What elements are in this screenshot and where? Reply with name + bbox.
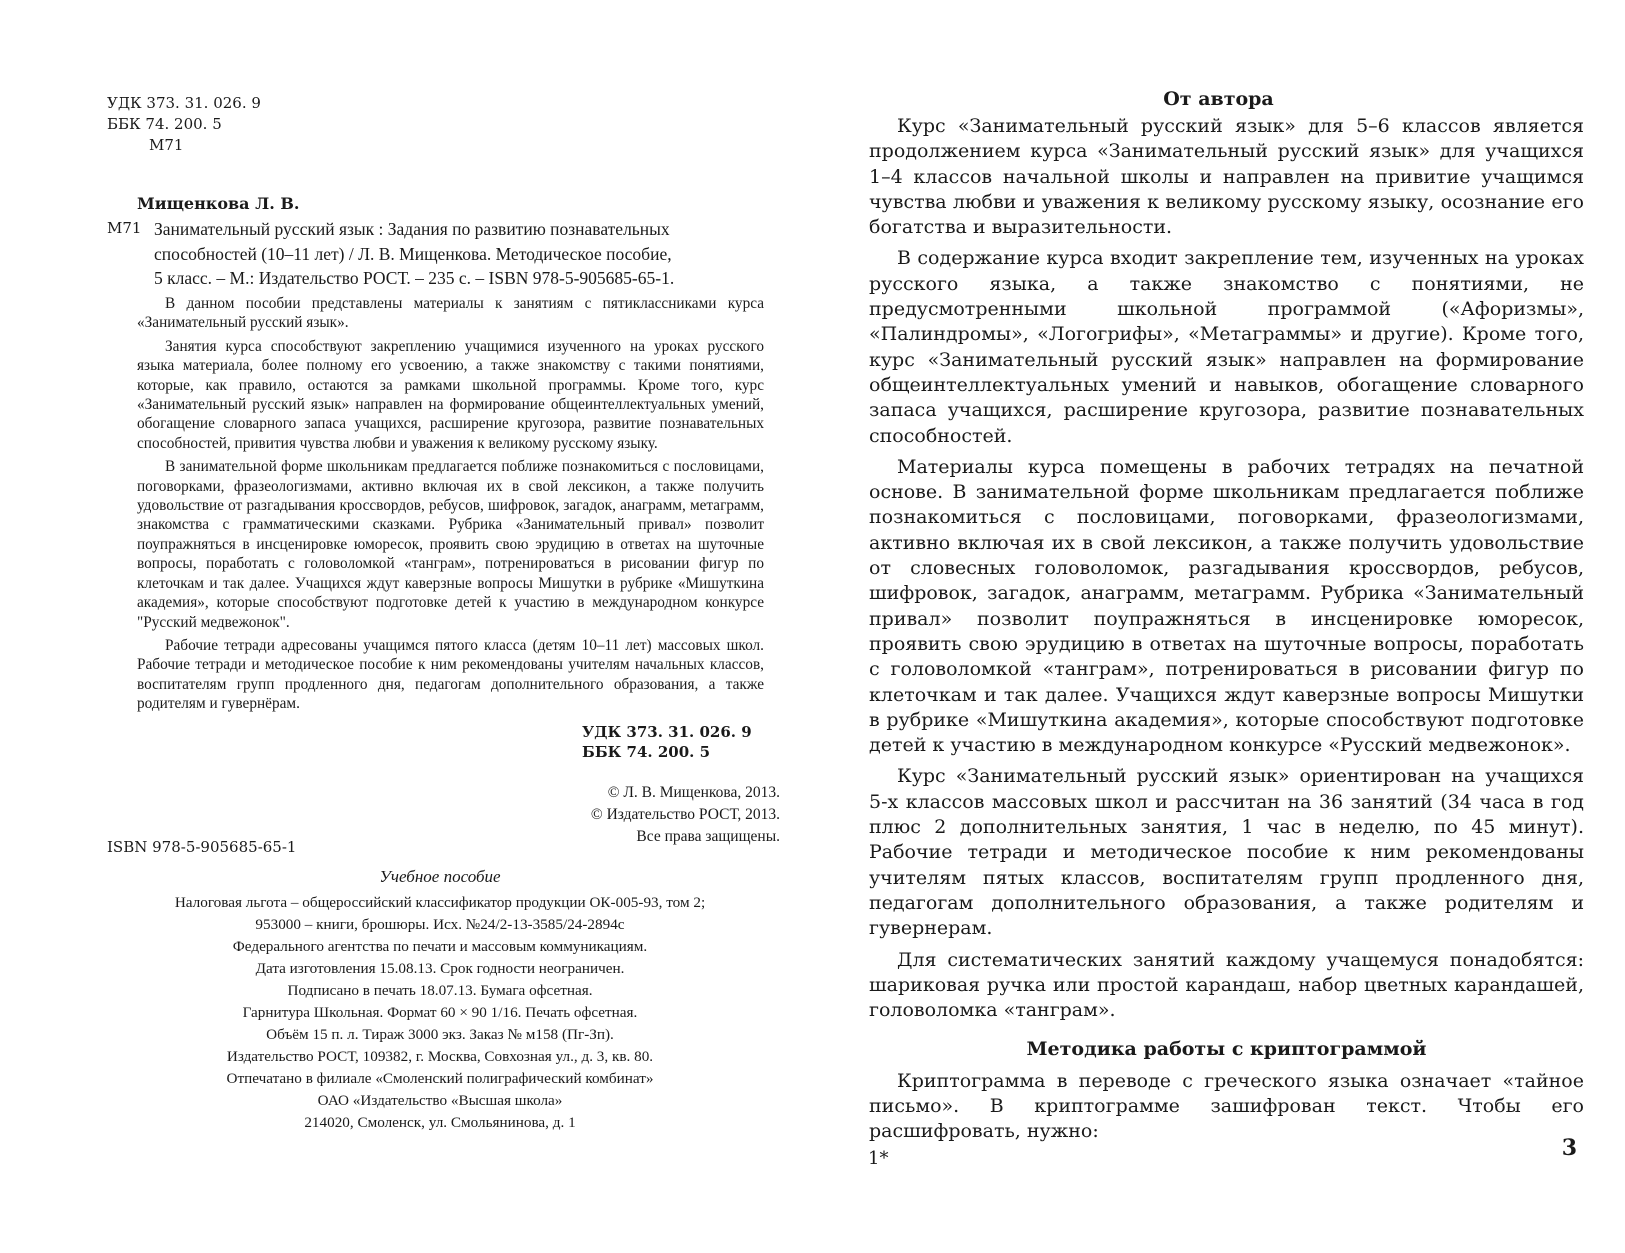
subsection-title: Методика работы с криптограммой [1026,1038,1427,1061]
classification-codes-bottom [582,722,752,762]
bib-line: Занимательный русский язык : Задания по развитию познавательных [154,219,670,239]
isbn: ISBN 978-5-905685-65-1 [107,838,297,856]
imprint-line: Налоговая льгота – общероссийский классификатор продукции ОК-005-93, том 2; [174,894,706,911]
imprint-line: Федерального агентства по печати и массовым коммуникациям. [232,938,648,955]
imprint-line: Подписано в печать 18.07.13. Бумага офсетная. [287,982,593,999]
body-paragraph: В содержание курса входит закрепление тем, изученных на уроках русского языка, а также знакомство с понятиями, не предусмотренными школьной программой («Афоризмы», «Палиндромы», «Логогрифы», «Метаграммы» и другие). Кроме того, курс «Занимательный русский язык» направлен на формирование общеинтеллектуальных умений и навыков, обогащение словарного запаса учащихся, расширение кругозора, развитие познавательных способностей. [869,247,1584,447]
annotation-paragraph: В данном пособии представлены материалы к занятиям с пятиклассниками курса «Занимательный русский язык». [137,295,764,332]
body-paragraph: Курс «Занимательный русский язык» ориентирован на учащихся 5-х классов массовых школ и рассчитан на 36 занятий (34 часа в год плюс 2 дополнительных занятия, 1 час в неделю, по 45 минут). Рабочие тетради и методическое пособие к ним рекомендованы учителям пятых классов, воспитателям групп продленного дня, педагогам дополнительного образования, а также родителям и гувернерам. [869,765,1584,940]
imprint-line: Объём 15 п. л. Тираж 3000 экз. Заказ № м158 (Пг-Зп). [266,1026,614,1043]
author-mark: М71 [149,136,184,154]
author-name: Мищенкова Л. В. [137,194,300,213]
copyright-line: © Л. В. Мищенкова, 2013. [607,784,780,801]
copyright-line: Все права защищены. [636,828,780,845]
signature-mark: 1* [868,1148,889,1169]
imprint-line: 214020, Смоленск, ул. Смольянинова, д. 1 [304,1114,576,1131]
imprint-line: Гарнитура Школьная. Формат 60 × 90 1/16. Печать офсетная. [242,1004,638,1021]
author-mark-inline: М71 [107,219,142,237]
bibliographic-description [154,217,764,291]
right-page [812,0,1625,1253]
imprint-line: 953000 – книги, брошюры. Исх. №24/2-13-3585/24-2894с [255,916,625,933]
body-text [869,114,1584,1151]
classification-codes-top [107,93,261,156]
imprint-line: Отпечатано в филиале «Смоленский полиграфический комбинат» [226,1070,654,1087]
annotation-paragraph: В занимательной форме школьникам предлагается поближе познакомиться с пословицами, поговорками, фразеологизмами, активно включая их в свой лексикон, а также получить удовольствие от разгадывания кроссвордов, ребусов, шифровок, загадок, анаграмм, метаграмм, знакомства с грамматическими сказками. Рубрика «Занимательный привал» позволит поупражняться в инсценировке юморесок, проявить свою эрудицию в ответах на шуточные вопросы, поработать с головоломкой «танграм», потренироваться в рисовании фигур по клеточкам и так далее. Учащихся ждут каверзные вопросы Мишутки в рубрике «Мишуткина академия», которые способствуют подготовке детей к участию в международном конкурсе "Русский медвежонок". [137,458,764,631]
bib-line: 5 класс. – М.: Издательство РОСТ. – 235 с. – ISBN 978-5-905685-65-1. [154,268,675,288]
imprint-line: Дата изготовления 15.08.13. Срок годности неограничен. [255,960,625,977]
annotation-paragraph: Рабочие тетради адресованы учащимся пятого класса (детям 10–11 лет) массовых школ. Рабочие тетради и методическое пособие к ним рекомендованы учителям начальных классов, воспитателям групп продленного дня, педагогам дополнительного образования, а также родителям и гувернёрам. [137,636,764,713]
udk-code: УДК 373. 31. 026. 9 [582,723,752,741]
bbk-code: ББК 74. 200. 5 [582,743,711,761]
body-paragraph: Криптограмма в переводе с греческого языка означает «тайное письмо». В криптограмме зашифрован текст. Чтобы его расшифровать, нужно: [869,1069,1584,1143]
copyright-block [550,782,780,848]
copyright-line: © Издательство РОСТ, 2013. [590,806,780,823]
udk-code: УДК 373. 31. 026. 9 [107,94,261,112]
left-page [0,0,812,1253]
imprint-line: ОАО «Издательство «Высшая школа» [317,1092,563,1109]
body-paragraph: Материалы курса помещены в рабочих тетрадях на печатной основе. В занимательной форме школьникам предлагается поближе познакомиться с пословицами, поговорками, фразеологизмами, активно включая их в свой лексикон, а также получить удовольствие от словесных головоломок, разгадывания кроссвордов, ребусов, шифровок, загадок, анаграмм, метаграмм. Рубрика «Занимательный привал» позволит поупражняться в инсценировке юморесок, проявить свою эрудицию в ответах на шуточные вопросы, поработать с головоломкой «танграм», потренироваться в рисовании фигур по клеточкам и так далее. Учащихся ждут каверзные вопросы Мишутки в рубрике «Мишуткина академия», которые способствуют подготовке детей к участию в международном конкурсе «Русский медвежонок». [869,455,1584,757]
body-paragraph: Для систематических занятий каждому учащемуся понадобятся: шариковая ручка или простой карандаш, набор цветных карандашей, головоломка «танграм». [869,948,1584,1022]
imprint-line: Издательство РОСТ, 109382, г. Москва, Совхозная ул., д. 3, кв. 80. [226,1048,654,1065]
bib-line: способностей (10–11 лет) / Л. В. Мищенкова. Методическое пособие, [154,243,672,264]
page-number: 3 [1561,1135,1577,1161]
bbk-code: ББК 74. 200. 5 [107,115,222,133]
section-title: От автора [1163,88,1274,110]
annotation [137,294,764,718]
annotation-paragraph: Занятия курса способствуют закреплению учащимися изученного на уроках русского языка материала, более полному его усвоению, а также знакомству с такими понятиями, которые, как правило, остаются за рамками школьной программы. Кроме того, курс «Занимательный русский язык» направлен на формирование общеинтеллектуальных умений, обогащение словарного запаса учащихся, расширение кругозора, развитие познавательных способностей, привития чувства любви и уважения к великому русскому языку. [137,337,764,452]
body-paragraph: Курс «Занимательный русский язык» для 5–6 классов является продолжением курса «Занимательный русский язык» для учащихся 1–4 классов начальной школы и направлен на привитие учащимся чувства любви и уважения к великому русскому языку, осознание его богатства и выразительности. [869,115,1584,239]
imprint-title: Учебное пособие [379,867,501,886]
imprint-block [100,866,780,1134]
